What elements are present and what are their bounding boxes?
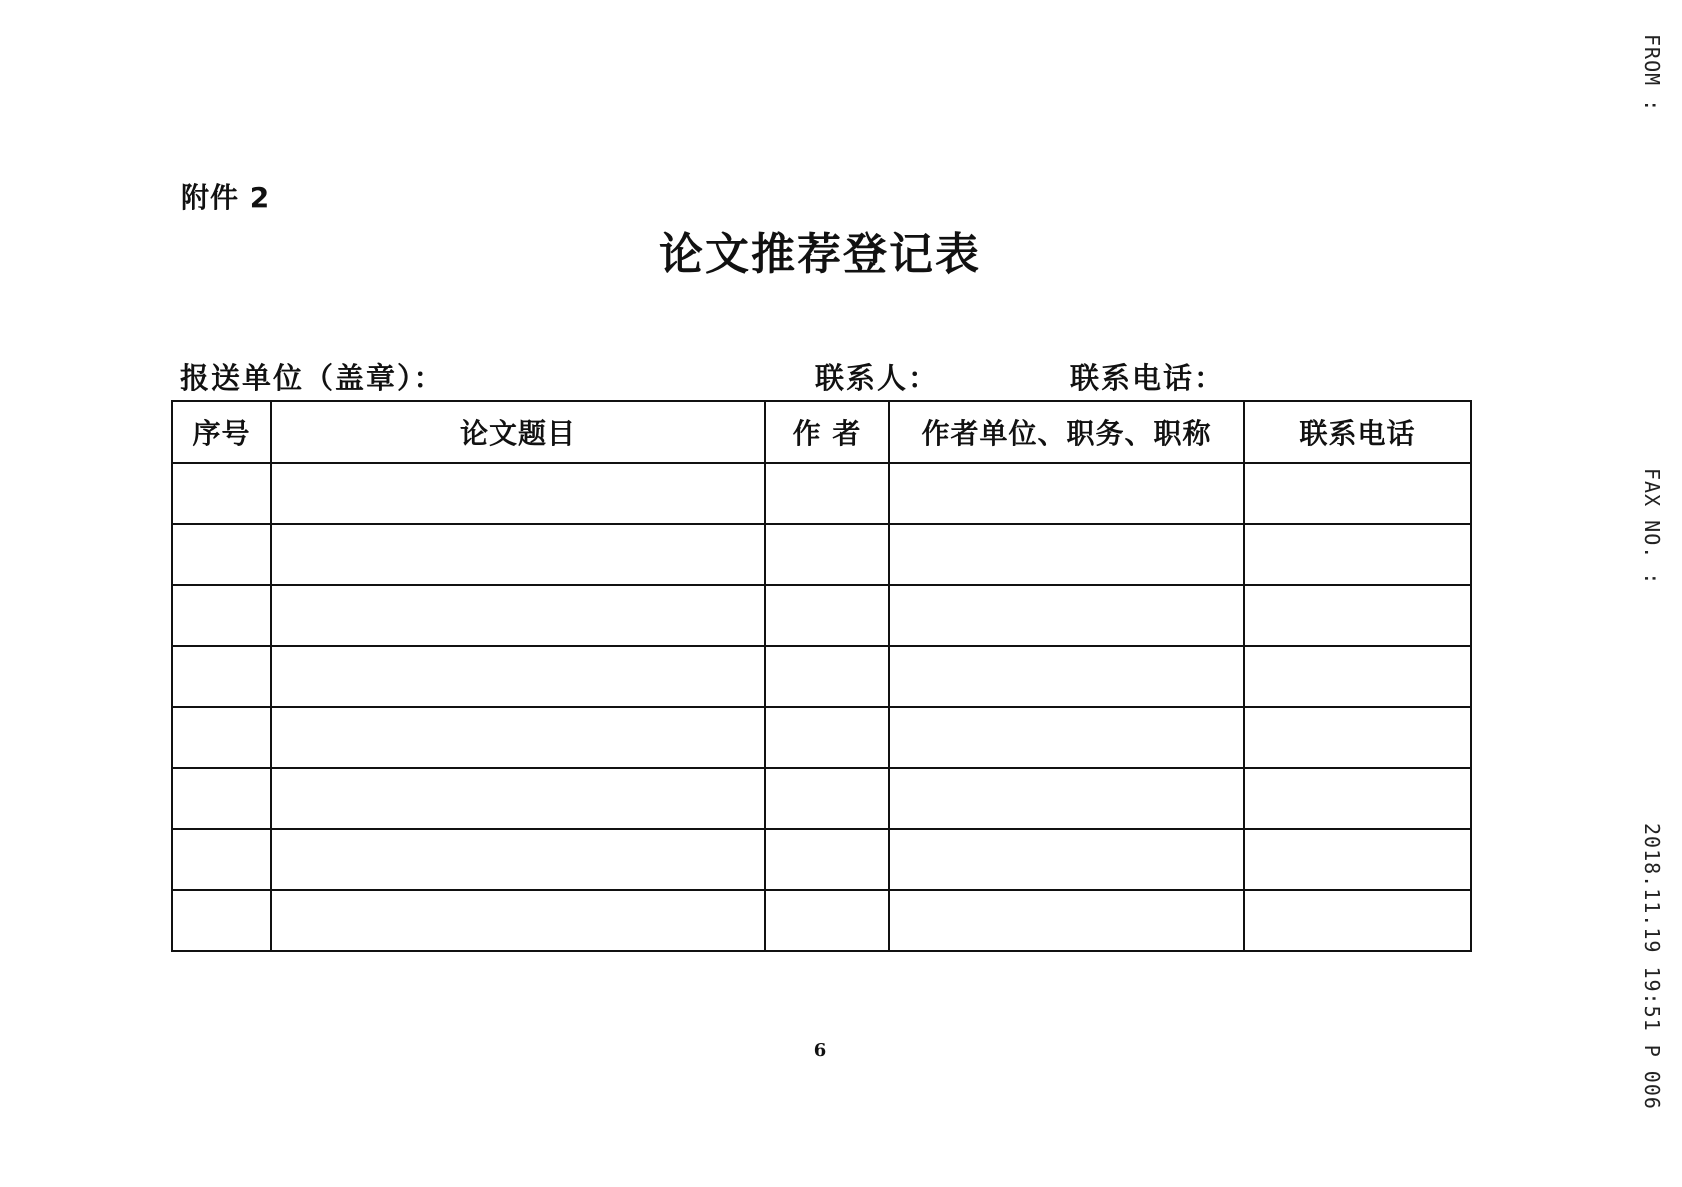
fax-timestamp: 2018.11.19 19:51 P 006 <box>1640 823 1664 1110</box>
table-cell <box>765 646 889 707</box>
table-cell <box>172 585 271 646</box>
table-cell <box>1244 463 1471 524</box>
table-cell <box>765 707 889 768</box>
table-cell <box>172 524 271 585</box>
table-row <box>172 707 1471 768</box>
table-cell <box>271 707 765 768</box>
header-serial-number: 序号 <box>172 401 271 463</box>
table-cell <box>889 524 1244 585</box>
page-number: 6 <box>813 1040 827 1061</box>
submitting-unit-label: 报送单位（盖章）： <box>180 361 445 395</box>
table-cell <box>889 829 1244 890</box>
fax-number-label: FAX NO. : <box>1640 468 1664 586</box>
header-paper-title: 论文题目 <box>271 401 765 463</box>
contact-phone-label: 联系电话： <box>1070 361 1226 395</box>
table-cell <box>1244 585 1471 646</box>
attachment-label: 附件 2 <box>181 181 271 214</box>
fax-from-label: FROM : <box>1640 34 1664 113</box>
table-header-row <box>172 401 1471 463</box>
table-cell <box>889 585 1244 646</box>
table-cell <box>889 768 1244 829</box>
table-cell <box>172 768 271 829</box>
registration-table <box>171 400 1472 952</box>
table-row <box>172 646 1471 707</box>
table-cell <box>172 707 271 768</box>
table-cell <box>271 463 765 524</box>
table-cell <box>1244 829 1471 890</box>
table-cell <box>271 829 765 890</box>
table-cell <box>1244 890 1471 951</box>
table-cell <box>172 829 271 890</box>
table-row <box>172 768 1471 829</box>
table-cell <box>271 585 765 646</box>
table-cell <box>271 646 765 707</box>
table-cell <box>765 829 889 890</box>
table-cell <box>271 768 765 829</box>
table-cell <box>172 890 271 951</box>
table-row <box>172 524 1471 585</box>
page-title: 论文推荐登记表 <box>659 229 981 280</box>
table-cell <box>1244 768 1471 829</box>
header-author-affiliation: 作者单位、职务、职称 <box>889 401 1244 463</box>
table-cell <box>765 585 889 646</box>
table-row <box>172 829 1471 890</box>
table-cell <box>271 890 765 951</box>
contact-person-label: 联系人： <box>815 361 940 395</box>
table-cell <box>271 524 765 585</box>
table-cell <box>889 707 1244 768</box>
table-cell <box>765 768 889 829</box>
table-cell <box>172 463 271 524</box>
table-cell <box>1244 524 1471 585</box>
table-cell <box>765 890 889 951</box>
table-row <box>172 463 1471 524</box>
table-cell <box>889 646 1244 707</box>
table-cell <box>1244 646 1471 707</box>
table-cell <box>889 890 1244 951</box>
table-row <box>172 890 1471 951</box>
table-cell <box>889 463 1244 524</box>
table-cell <box>1244 707 1471 768</box>
header-contact-phone: 联系电话 <box>1244 401 1471 463</box>
table-row <box>172 585 1471 646</box>
table-cell <box>765 463 889 524</box>
header-author: 作 者 <box>765 401 889 463</box>
table-cell <box>172 646 271 707</box>
table-cell <box>765 524 889 585</box>
